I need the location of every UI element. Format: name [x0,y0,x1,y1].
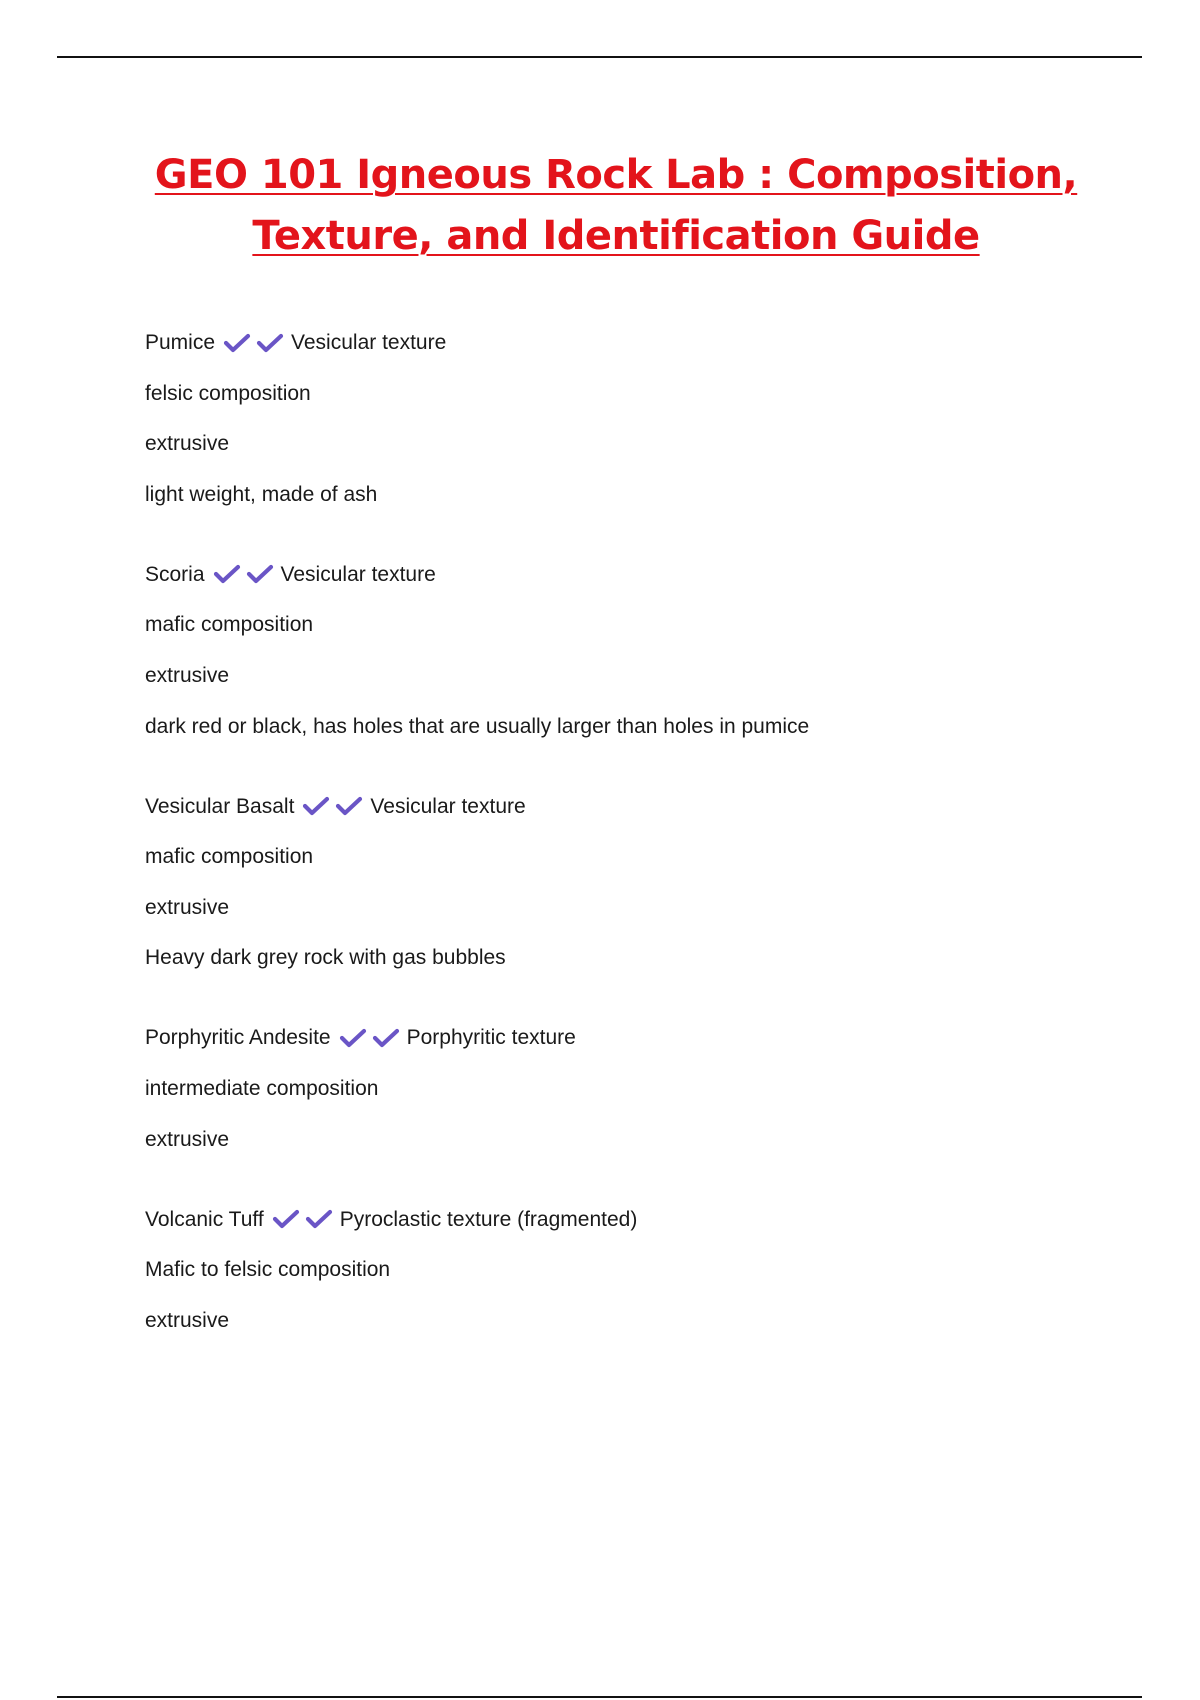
checkmark-icon [272,1208,300,1230]
entry-term: Porphyritic Andesite [145,1026,331,1050]
entry-heading [145,1207,1145,1232]
double-checkmark-icon [213,563,279,585]
entry-detail: extrusive [145,895,230,919]
entry-heading [145,330,1145,355]
bottom-rule [57,1696,1142,1698]
title-line-2: Texture, and Identification Guide [252,213,980,259]
flashcard-entry [145,1025,1145,1151]
entry-term: Pumice [145,331,216,354]
title-line-1: GEO 101 Igneous Rock Lab : Composition, [154,152,1078,198]
checkmark-icon [223,332,251,354]
checkmark-icon [372,1027,400,1049]
entry-texture: Vesicular texture [291,331,447,354]
entry-texture: Porphyritic texture [406,1026,576,1050]
entry-term: Vesicular Basalt [145,794,295,818]
entry-detail: Mafic to felsic composition [145,1258,391,1282]
entry-texture: Pyroclastic texture (fragmented) [339,1207,638,1231]
checkmark-icon [302,795,330,817]
double-checkmark-icon [339,1027,405,1049]
entry-detail: mafic composition [145,845,314,869]
entry-detail: mafic composition [145,613,314,637]
entry-detail: Heavy dark grey rock with gas bubbles [145,946,506,970]
checkmark-icon [256,332,284,354]
double-checkmark-icon [302,795,368,817]
checkmark-icon [305,1208,333,1230]
entry-detail: extrusive [145,1308,230,1332]
entry-detail: dark red or black, has holes that are usually larger than holes in pumice [145,714,810,738]
flashcard-entry [145,562,1145,739]
flashcard-list [145,330,1145,1388]
entry-detail: extrusive [145,663,230,687]
double-checkmark-icon [223,332,289,354]
entry-detail: light weight, made of ash [145,482,378,506]
checkmark-icon [339,1027,367,1049]
entry-term: Volcanic Tuff [145,1207,264,1231]
entry-texture: Vesicular texture [280,562,436,586]
entry-detail: extrusive [145,1127,230,1151]
entry-heading [145,1025,1145,1050]
document-title [100,145,1132,267]
top-rule [57,56,1142,58]
entry-texture: Vesicular texture [370,794,526,818]
entry-detail: intermediate composition [145,1076,379,1100]
entry-heading [145,562,1145,587]
flashcard-entry [145,330,1145,507]
flashcard-entry [145,1207,1145,1333]
entry-detail: felsic composition [145,381,311,405]
entry-heading [145,794,1145,819]
checkmark-icon [335,795,363,817]
checkmark-icon [246,563,274,585]
double-checkmark-icon [272,1208,338,1230]
entry-term: Scoria [145,562,205,586]
flashcard-entry [145,794,1145,971]
entry-detail: extrusive [145,432,230,456]
checkmark-icon [213,563,241,585]
